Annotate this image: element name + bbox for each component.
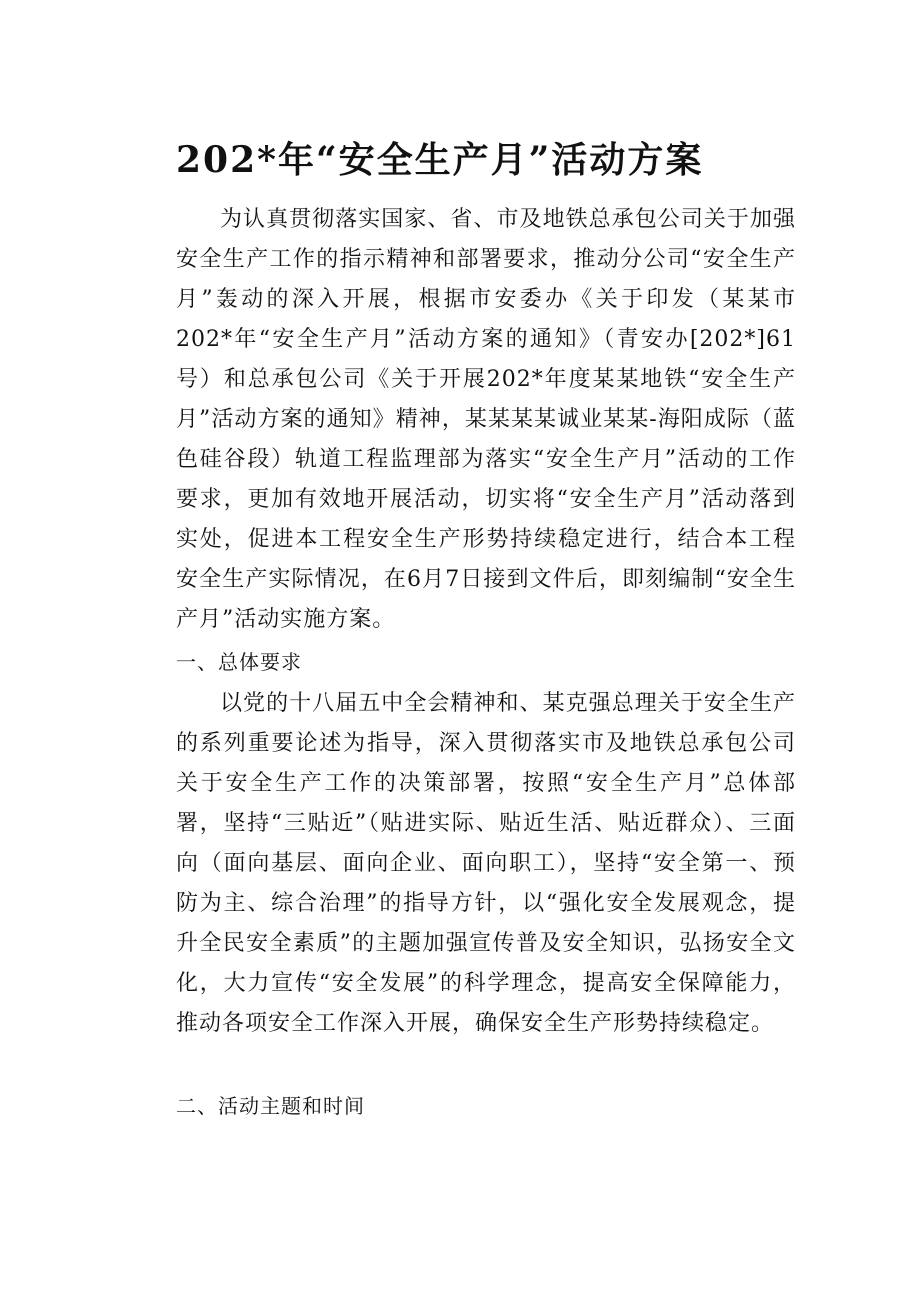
- intro-paragraph: 为认真贯彻落实国家、省、市及地铁总承包公司关于加强安全生产工作的指示精神和部署要求，推动分公司“安全生产月”轰动的深入开展，根据市安委办《关于印发（某某市202*年“安全生产月”活动方案的通知》（青安办[202*]61号）和总承包公司《关于开展202*年度某某地铁“安全生产月”活动方案的通知》精神，某某某某诚业某某-海阳成际（蓝色硅谷段）轨道工程监理部为落实“安全生产月”活动的工作要求，更加有效地开展活动，切实将“安全生产月”活动落到实处，促进本工程安全生产形势持续稳定进行，结合本工程安全生产实际情况，在6月7日接到文件后，即刻编制“安全生产月”活动实施方案。: [176, 207, 796, 632]
- document-title: 202*年“安全生产月”活动方案: [176, 139, 704, 181]
- general-requirements-paragraph: 以党的十八届五中全会精神和、某克强总理关于安全生产的系列重要论述为指导，深入贯彻落实市及地铁总承包公司关于安全生产工作的决策部署，按照“安全生产月”总体部署，坚持“三贴近”（贴进实际、贴近生活、贴近群众）、三面向（面向基层、面向企业、面向职工），坚持“安全第一、预防为主、综合治理”的指导方针，以“强化安全发展观念，提升全民安全素质”的主题加强宣传普及安全知识，弘扬安全文化，大力宣传“安全发展”的科学理念，提高安全保障能力，推动各项安全工作深入开展，确保安全生产形势持续稳定。: [176, 691, 796, 1036]
- section-heading-theme-and-time: 二、活动主题和时间: [176, 1094, 365, 1118]
- section-heading-general-requirements: 一、总体要求: [176, 650, 302, 674]
